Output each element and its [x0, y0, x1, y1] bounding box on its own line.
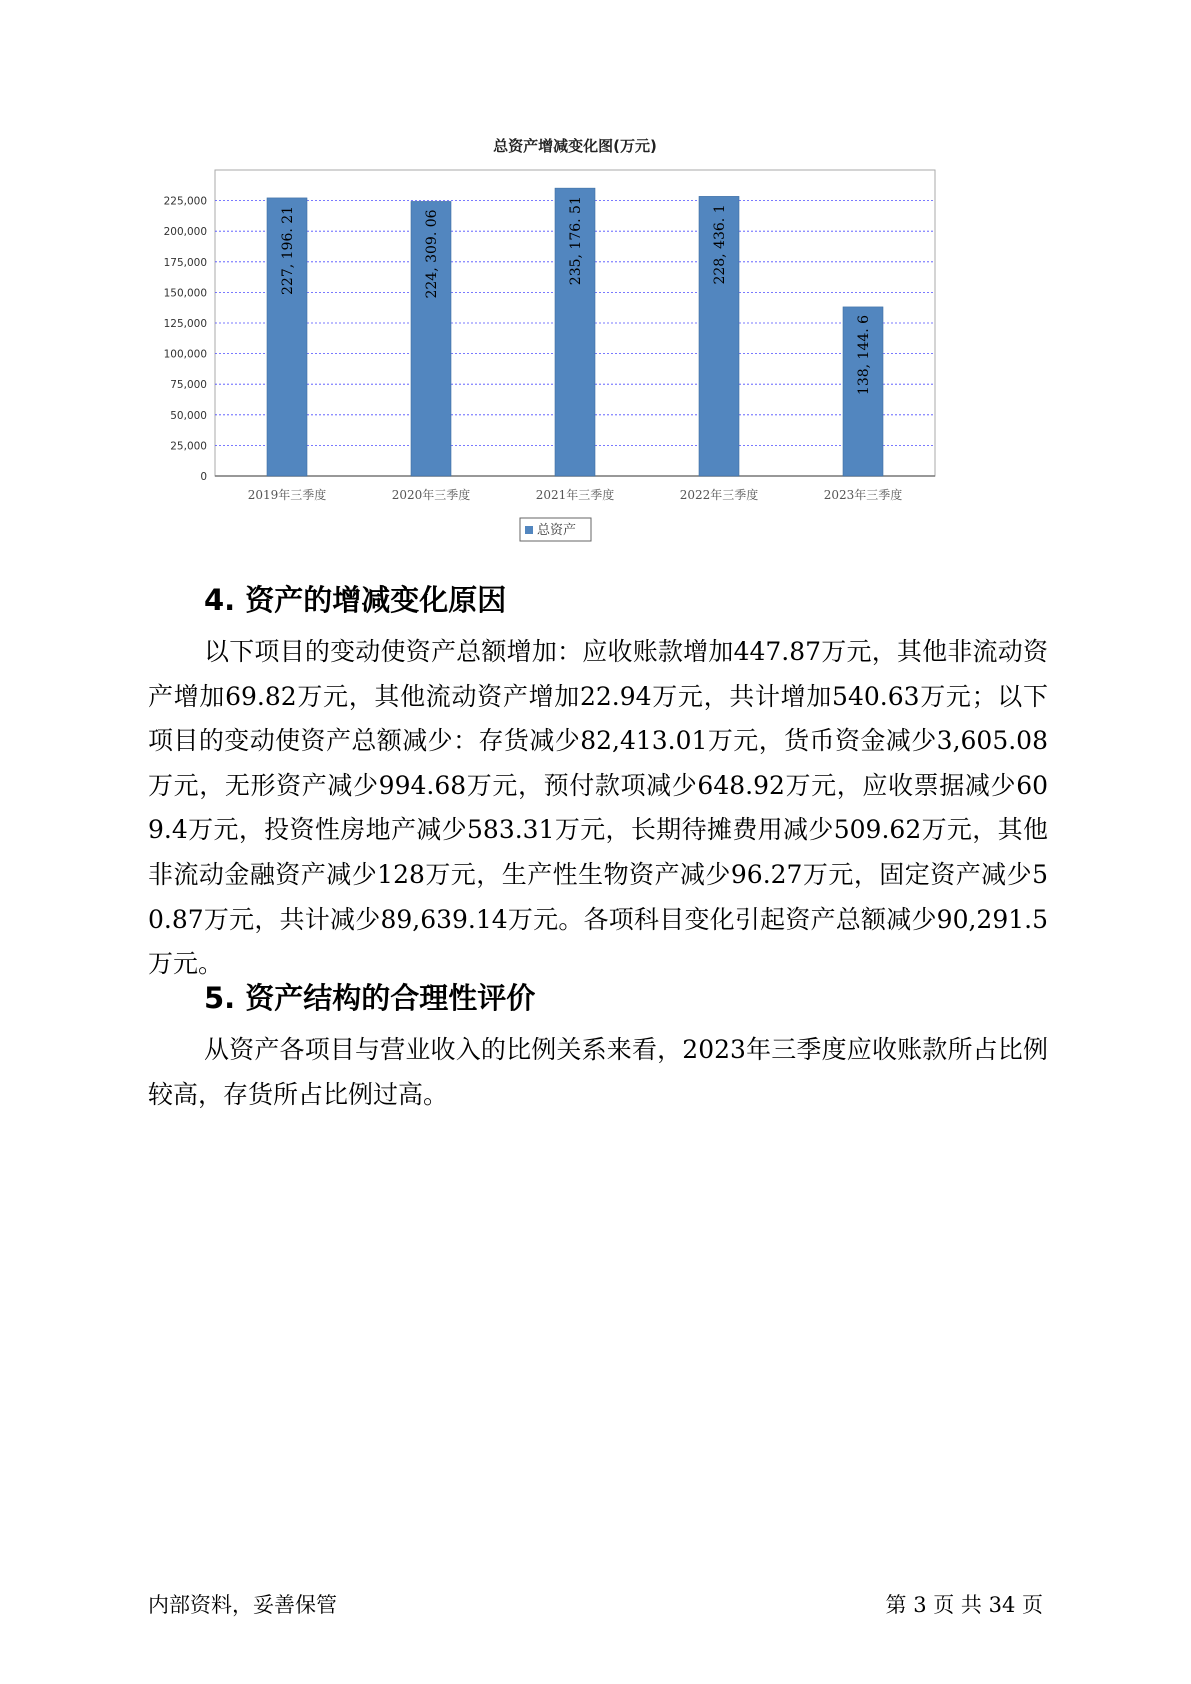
x-tick-label: 2020年三季度	[391, 488, 471, 502]
bar-data-label: 235, 176. 51	[568, 196, 584, 286]
y-tick-label: 150,000	[163, 287, 207, 300]
legend-swatch	[525, 526, 533, 534]
x-tick-label: 2023年三季度	[823, 488, 903, 502]
y-tick-label: 50,000	[170, 409, 207, 422]
section-heading-4: 4. 资产的增减变化原因	[204, 583, 507, 617]
bar-data-label: 227, 196. 21	[280, 205, 296, 295]
chart-title: 总资产增减变化图(万元)	[493, 137, 657, 155]
y-tick-label: 25,000	[170, 440, 207, 453]
footer-page-number: 第 3 页 共 34 页	[885, 1593, 1043, 1617]
y-tick-label: 100,000	[163, 348, 207, 361]
legend-label: 总资产	[537, 523, 577, 538]
bar-data-label: 224, 309. 06	[424, 209, 440, 299]
y-tick-label: 225,000	[163, 195, 207, 208]
total-assets-chart	[150, 135, 1020, 590]
x-tick-label: 2019年三季度	[247, 488, 327, 502]
y-tick-label: 125,000	[163, 318, 207, 330]
x-tick-label: 2021年三季度	[535, 488, 615, 502]
bar-data-label: 228, 436. 1	[712, 204, 728, 285]
section-paragraph-5: 从资产各项目与营业收入的比例关系来看，2023年三季度应收账款所占比例较高，存货所占比例过高。	[148, 1035, 1048, 1109]
footer-confidential-note: 内部资料，妥善保管	[148, 1593, 337, 1617]
y-tick-label: 0	[200, 471, 207, 483]
y-tick-label: 175,000	[163, 256, 207, 269]
y-tick-label: 75,000	[170, 379, 207, 392]
bar-data-label: 138, 144. 6	[856, 314, 872, 396]
section-paragraph-4: 以下项目的变动使资产总额增加：应收账款增加447.87万元，其他非流动资产增加69.82万元，其他流动资产增加22.94万元，共计增加540.63万元；以下项目的变动使资产总额减少：存货减少82,413.01万元，货币资金减少3,605.08万元，无形资产减少994.68万元，预付款项减少648.92万元，应收票据减少609.4万元，投资性房地产减少583.31万元，长期待摊费用减少509.62万元，其他非流动金融资产减少128万元，生产性生物资产减少96.27万元，固定资产减少50.87万元，共计减少89,639.14万元。各项科目变化引起资产总额减少90,291.5万元。	[148, 637, 1048, 979]
section-heading-5: 5. 资产结构的合理性评价	[204, 981, 536, 1015]
chart-canvas	[150, 135, 1020, 590]
y-tick-label: 200,000	[163, 226, 207, 239]
x-tick-label: 2022年三季度	[679, 488, 759, 502]
